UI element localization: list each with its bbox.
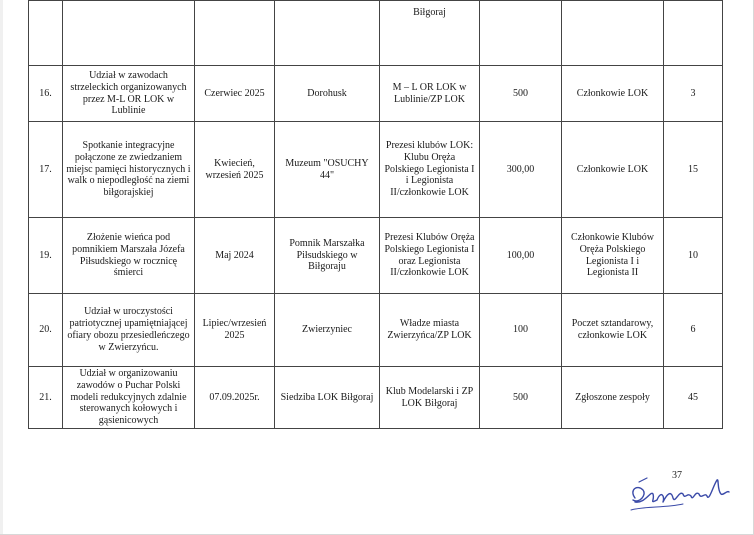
event-name: Złożenie wieńca pod pomnikiem Marszała Józefa Piłsudskiego w rocznicę śmierci <box>63 218 195 294</box>
event-cost: 300,00 <box>480 122 562 218</box>
event-name: Udział w uroczystości patriotycznej upamiętniającej ofiary obozu przesiedleńczego w Zwierzyńcu. <box>63 294 195 367</box>
event-cost: 100 <box>480 294 562 367</box>
row-number: 19. <box>29 218 63 294</box>
table-row <box>29 294 723 367</box>
row-number: 21. <box>29 367 63 429</box>
event-place: Siedziba LOK Biłgoraj <box>275 367 380 429</box>
event-participants: Członkowie LOK <box>562 66 664 122</box>
event-participants: Członkowie Klubów Oręża Polskiego Legionista I i Legionista II <box>562 218 664 294</box>
event-date: Czerwiec 2025 <box>195 66 275 122</box>
table-row <box>29 367 723 429</box>
events-table <box>28 0 723 429</box>
event-name: Udział w zawodach strzeleckich organizowanych przez M-L OR LOK w Lublinie <box>63 66 195 122</box>
event-count: 15 <box>664 122 723 218</box>
event-place: Pomnik Marszałka Piłsudskiego w Biłgoraju <box>275 218 380 294</box>
event-place: Dorohusk <box>275 66 380 122</box>
event-participants: Zgłoszone zespoły <box>562 367 664 429</box>
table-row <box>29 122 723 218</box>
event-organizer: Prezesi klubów LOK: Klubu Oręża Polskiego Legionista I i Legionista II/członkowie LOK <box>380 122 480 218</box>
event-name: Udział w organizowaniu zawodów o Puchar Polski modeli redukcyjnych zdalnie sterowanych kołowych i gąsienicowych <box>63 367 195 429</box>
event-count: 3 <box>664 66 723 122</box>
event-date: Kwiecień, wrzesień 2025 <box>195 122 275 218</box>
page-edge <box>0 0 3 534</box>
event-organizer: Biłgoraj <box>380 1 480 66</box>
event-count: 10 <box>664 218 723 294</box>
event-organizer: Władze miasta Zwierzyńca/ZP LOK <box>380 294 480 367</box>
event-organizer: M – L OR LOK w Lublinie/ZP LOK <box>380 66 480 122</box>
event-cost <box>480 1 562 66</box>
event-date: 07.09.2025r. <box>195 367 275 429</box>
event-participants <box>562 1 664 66</box>
page-number: 37 <box>672 470 682 481</box>
row-number: 20. <box>29 294 63 367</box>
event-count <box>664 1 723 66</box>
event-participants: Członkowie LOK <box>562 122 664 218</box>
table-row <box>29 218 723 294</box>
event-count: 6 <box>664 294 723 367</box>
row-number: 17. <box>29 122 63 218</box>
event-name: Spotkanie integracyjne połączone ze zwiedzaniem miejsc pamięci historycznych i walk o niepodległość na ziemi biłgorajskiej <box>63 122 195 218</box>
event-date: Maj 2024 <box>195 218 275 294</box>
handwritten-signature <box>625 460 740 516</box>
table-row <box>29 66 723 122</box>
event-participants: Poczet sztandarowy, członkowie LOK <box>562 294 664 367</box>
row-number: 16. <box>29 66 63 122</box>
row-number <box>29 1 63 66</box>
event-organizer: Prezesi Klubów Oręża Polskiego Legionista I oraz Legionista II/członkowie LOK <box>380 218 480 294</box>
event-name <box>63 1 195 66</box>
event-cost: 500 <box>480 66 562 122</box>
event-place: Muzeum "OSUCHY 44" <box>275 122 380 218</box>
event-place <box>275 1 380 66</box>
event-place: Zwierzyniec <box>275 294 380 367</box>
event-count: 45 <box>664 367 723 429</box>
event-date <box>195 1 275 66</box>
event-cost: 100,00 <box>480 218 562 294</box>
event-date: Lipiec/wrzesień 2025 <box>195 294 275 367</box>
event-cost: 500 <box>480 367 562 429</box>
table-row <box>29 1 723 66</box>
event-organizer: Klub Modelarski i ZP LOK Biłgoraj <box>380 367 480 429</box>
